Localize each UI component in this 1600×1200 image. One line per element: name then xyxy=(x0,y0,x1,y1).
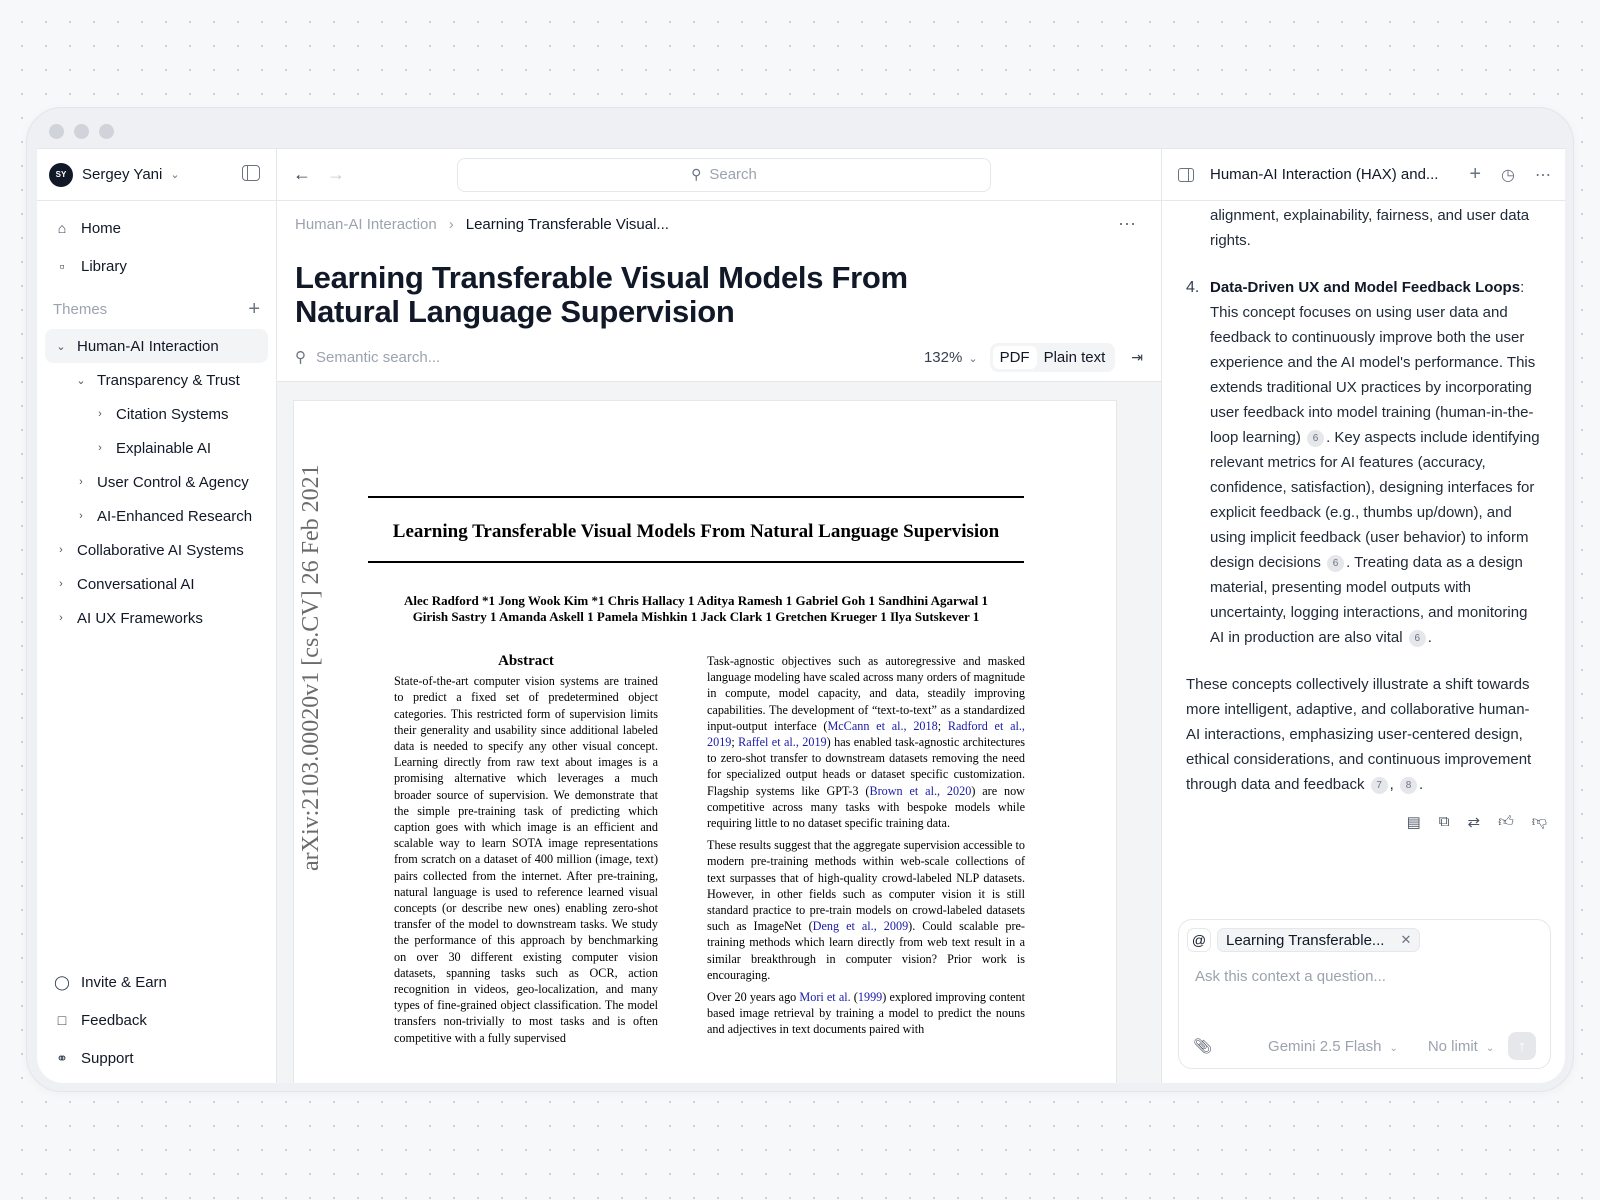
tree-item-conversational-ai[interactable] xyxy=(45,567,268,601)
context-chips xyxy=(1179,920,1550,952)
chevron-right-icon[interactable]: › xyxy=(79,476,83,488)
arxiv-stamp: arXiv:2103.00020v1 [cs.CV] 26 Feb 2021 xyxy=(298,464,324,871)
mention-button[interactable]: @ xyxy=(1187,928,1211,952)
chevron-right-icon[interactable]: › xyxy=(98,408,102,420)
title-line-1: Learning Transferable Visual Models From xyxy=(295,260,908,295)
pdf-title: Learning Transferable Visual Models From Natural Language Supervision xyxy=(392,521,1000,542)
sidebar-item-label: Home xyxy=(81,219,122,237)
page-title xyxy=(277,261,1161,329)
arrow-up-icon: ↑ xyxy=(1518,1037,1526,1055)
authors-line-1: Alec Radford *1 Jong Wook Kim *1 Chris Hallacy 1 Aditya Ramesh 1 Gabriel Goh 1 Sandhini Agarwal 1 xyxy=(403,593,989,608)
tree-item-label: Collaborative AI Systems xyxy=(77,541,244,559)
award-icon: ◯ xyxy=(54,973,70,990)
tree-item-label: Explainable AI xyxy=(116,439,212,457)
title-rule-bottom xyxy=(368,561,1024,563)
forward-arrow-icon[interactable]: → xyxy=(327,164,345,184)
intro-paragraph-1: Task-agnostic objectives such as autoregressive and masked language modeling have scaled across many orders of magnitude in compute, model capacity, and data, steadily improving capabilities. The development of “text-to-text” as a standardized input-output interface (McCann et al., 2018; Radford et al., 2019; Raffel et al., 2019) has enabled task-agnostic architectures to zero-shot transfer to downstream datasets removing the need for specialized output heads or dataset specific customization. Flagship systems like GPT-3 (Brown et al., 2020) are now competitive across many tasks with bespoke models while requiring little to no dataset specific training data. xyxy=(707,654,1026,831)
tree-item-ai-ux-frameworks[interactable] xyxy=(45,601,268,635)
tree-item-label: User Control & Agency xyxy=(97,473,249,491)
semantic-search-placeholder: Semantic search... xyxy=(316,348,441,366)
more-options-icon[interactable]: ⋯ xyxy=(1118,213,1137,234)
limit-select[interactable] xyxy=(1428,1038,1494,1055)
zoom-value: 132% xyxy=(923,348,963,366)
chevron-right-icon: › xyxy=(448,215,454,233)
message-actions xyxy=(1162,813,1565,831)
add-theme-button[interactable]: + xyxy=(248,297,260,320)
document-toolbar xyxy=(277,333,1161,381)
chat-messages xyxy=(1162,203,1565,797)
chevron-down-icon: ⌄ xyxy=(1389,1042,1398,1054)
tree-item-explainable-ai[interactable] xyxy=(45,431,268,465)
thumbs-down-icon[interactable]: 👎︎ xyxy=(1531,813,1547,830)
chevron-right-icon[interactable]: › xyxy=(79,510,83,522)
list-number: 4. xyxy=(1186,279,1200,296)
account-header xyxy=(37,149,276,201)
feedback-icon: □ xyxy=(57,1012,67,1028)
headset-icon: ⚭ xyxy=(56,1049,68,1066)
minimize-dot[interactable] xyxy=(74,124,89,139)
limit-value: No limit xyxy=(1427,1037,1478,1055)
citation-badge[interactable]: 6 xyxy=(1307,430,1324,447)
citation-badge[interactable]: 7 xyxy=(1371,777,1388,794)
message-text: alignment, explainability, fairness, and user data rights. xyxy=(1210,207,1530,249)
sidebar xyxy=(37,149,277,1083)
tree-item-ai-enhanced-research[interactable] xyxy=(45,499,268,533)
intro-paragraph-2: These results suggest that the aggregate supervision accessible to modern pre-training methods within web-scale collections of text surpasses that of high-quality crowd-labeled NLP datasets. However, in other fields such as computer vision it is still standard practice to pre-train models on crowd-labeled datasets such as ImageNet (Deng et al., 2009). Could scalable pre-training methods which learn directly from web text result in a similar breakthrough in computer vision? Prior work is encouraging. xyxy=(707,838,1025,982)
list-item: 4. Data-Driven UX and Model Feedback Loops: This concept focuses on using user data and feedback to continuously improve both the user experience and the AI model's performance. This extends traditional UX practices by incorporating user feedback into model training (human-in-the-loop learning) 6 . Key aspects include identifying relevant metrics for AI features (accuracy, confidence, satisfaction), designing interfaces for explicit feedback (e.g., thumbs up/down), and using implicit feedback (user behavior) to inform design decisions 6 . Treating data as a design material, presenting model outputs with uncertainty, logging interactions, and monitoring AI in production are also vital 6 . xyxy=(1186,275,1541,650)
search-icon: ⚲ xyxy=(295,349,306,366)
send-button[interactable] xyxy=(1508,1032,1536,1060)
citation-link[interactable]: Radford et al., 2019 xyxy=(707,718,1025,750)
window-controls xyxy=(49,124,114,139)
chat-title[interactable]: Human-AI Interaction (HAX) and... xyxy=(1210,166,1439,183)
tree-item-citation-systems[interactable] xyxy=(45,397,268,431)
breadcrumb xyxy=(277,201,1161,247)
semantic-search-input[interactable] xyxy=(295,348,440,366)
breadcrumb-current: Learning Transferable Visual... xyxy=(465,215,669,233)
sidebar-toggle-icon[interactable] xyxy=(242,165,260,181)
tree-item-label: Transparency & Trust xyxy=(97,371,240,389)
sidebar-item-invite-earn[interactable] xyxy=(37,963,276,1001)
regenerate-icon[interactable]: ⇄ xyxy=(1467,814,1481,831)
citation-badge[interactable]: 8 xyxy=(1400,777,1417,794)
title-rule-top xyxy=(368,496,1024,498)
list-heading: Data-Driven UX and Model Feedback Loops xyxy=(1210,279,1521,296)
tree-item-collaborative-ai-systems[interactable] xyxy=(45,533,268,567)
panel-toggle-icon[interactable] xyxy=(1178,168,1194,182)
chevron-right-icon[interactable]: › xyxy=(59,612,63,624)
document-pane xyxy=(277,149,1162,1083)
chevron-right-icon[interactable]: › xyxy=(98,442,102,454)
tree-item-transparency-trust[interactable] xyxy=(45,363,268,397)
close-icon[interactable]: ✕ xyxy=(1400,932,1412,947)
themes-tree xyxy=(37,329,276,635)
sidebar-item-library[interactable] xyxy=(37,247,276,285)
sidebar-item-label: Invite & Earn xyxy=(81,973,167,991)
history-icon[interactable]: ◷ xyxy=(1501,166,1515,184)
thumbs-up-icon[interactable]: 👍︎ xyxy=(1498,813,1514,830)
view-mode-pdf[interactable]: PDF xyxy=(993,346,1037,369)
breadcrumb-parent[interactable]: Human-AI Interaction xyxy=(295,215,437,233)
sidebar-item-feedback[interactable] xyxy=(37,1001,276,1039)
search-placeholder: Search xyxy=(709,166,757,183)
themes-header xyxy=(37,289,276,329)
app-window xyxy=(26,107,1574,1092)
chevron-down-icon[interactable]: ⌄ xyxy=(76,374,86,387)
view-mode-toggle xyxy=(990,343,1116,372)
themes-label: Themes xyxy=(53,300,108,318)
intro-paragraph-3: Over 20 years ago Mori et al. (1999) explored improving content based image retrieval by training a model to predict the nouns and adjectives in text documents paired with xyxy=(707,990,1025,1037)
citation-badge[interactable]: 6 xyxy=(1409,630,1426,647)
authors-line-2: Girish Sastry 1 Amanda Askell 1 Pamela Mishkin 1 Jack Clark 1 Gretchen Krueger 1 Ilya Sutskever 1 xyxy=(412,609,980,624)
zoom-select[interactable] xyxy=(924,349,978,366)
chevron-down-icon[interactable]: ⌄ xyxy=(56,340,66,353)
home-icon: ⌂ xyxy=(57,220,67,236)
abstract-text: State-of-the-art computer vision systems are trained to predict a fixed set of predetermined object categories. This restricted form of supervision limits their generality and usability since additional labeled data is needed to specify any other visual concept. Learning directly from raw text about images is a promising alternative which leverages a much broader source of supervision. We demonstrate that the simple pre-training task of predicting which caption goes with which image is an efficient and scalable way to learn SOTA image representations from scratch on a dataset of 400 million (image, text) pairs collected from the internet. After pre-training, natural language is used to reference learned visual concepts (or describe new ones) enabling zero-shot transfer of the model to downstream tasks. We study the performance of this approach by benchmarking on over 30 different existing computer vision datasets, spanning tasks such as OCR, action recognition in videos, geo-localization, and many types of fine-grained object classification. The model transfers non-trivially to most tasks and is often competitive with a fully supervised xyxy=(394,674,658,1045)
citation-link[interactable]: McCann et al., 2018 xyxy=(827,718,938,733)
chevron-right-icon[interactable]: › xyxy=(59,544,63,556)
sidebar-item-label: Feedback xyxy=(81,1011,147,1029)
tree-item-label: Human-AI Interaction xyxy=(77,337,219,355)
abstract-column xyxy=(394,653,658,1046)
tree-item-label: AI UX Frameworks xyxy=(77,609,203,627)
search-input[interactable] xyxy=(457,158,991,192)
library-icon: ▫ xyxy=(59,258,65,274)
chat-header xyxy=(1162,149,1565,201)
message-summary: These concepts collectively illustrate a shift towards more intelligent, adaptive, and collaborative human-AI interactions, emphasizing user-centered design, ethical considerations, and continuous improvement through data and feedback 7 , 8 . xyxy=(1186,676,1532,793)
tree-item-label: Conversational AI xyxy=(77,575,195,593)
top-bar xyxy=(277,149,1161,201)
citation-link[interactable]: 1999 xyxy=(857,990,883,1005)
citation-link[interactable]: Deng et al., 2009 xyxy=(812,919,909,934)
sidebar-item-label: Library xyxy=(81,257,127,275)
abstract-heading: Abstract xyxy=(498,653,554,669)
citation-link[interactable]: Raffel et al., 2019 xyxy=(738,735,827,750)
collapse-panel-icon[interactable]: ⇥ xyxy=(1131,348,1143,365)
citation-link[interactable]: Mori et al. xyxy=(799,990,851,1005)
context-chip[interactable] xyxy=(1217,928,1420,952)
model-select[interactable] xyxy=(1268,1038,1398,1055)
tree-item-user-control-agency[interactable] xyxy=(45,465,268,499)
pdf-viewer[interactable] xyxy=(277,381,1161,1083)
model-value: Gemini 2.5 Flash xyxy=(1268,1037,1382,1055)
close-dot[interactable] xyxy=(49,124,64,139)
new-chat-icon[interactable]: + xyxy=(1469,163,1482,185)
copy-icon[interactable]: ⧉ xyxy=(1438,813,1450,830)
context-chip-label: Learning Transferable... xyxy=(1226,931,1385,949)
sidebar-item-support[interactable] xyxy=(37,1039,276,1077)
chat-composer xyxy=(1178,919,1551,1069)
chevron-right-icon[interactable]: › xyxy=(59,578,63,590)
pdf-page xyxy=(293,400,1117,1083)
more-options-icon[interactable]: ⋯ xyxy=(1535,166,1551,184)
chevron-down-icon[interactable]: ⌄ xyxy=(170,169,180,181)
sidebar-item-home[interactable] xyxy=(37,209,276,247)
maximize-dot[interactable] xyxy=(99,124,114,139)
composer-footer xyxy=(1179,1032,1550,1060)
back-arrow-icon[interactable]: ← xyxy=(293,164,311,184)
citation-badge[interactable]: 6 xyxy=(1327,555,1344,572)
chat-panel xyxy=(1162,149,1565,1083)
chevron-down-icon: ⌄ xyxy=(968,352,978,365)
search-icon: ⚲ xyxy=(691,166,702,182)
tree-item-label: Citation Systems xyxy=(116,405,229,423)
tree-item-human-ai-interaction[interactable] xyxy=(45,329,268,363)
account-name[interactable]: Sergey Yani xyxy=(82,166,163,183)
question-input[interactable]: Ask this context a question... xyxy=(1195,968,1386,985)
view-mode-plain-text[interactable]: Plain text xyxy=(1043,348,1106,366)
sidebar-footer xyxy=(37,963,276,1077)
avatar[interactable]: SY xyxy=(49,163,73,187)
intro-column xyxy=(707,653,1025,1044)
attach-icon[interactable]: 📎︎ xyxy=(1193,1038,1213,1055)
tree-item-label: AI-Enhanced Research xyxy=(97,507,253,525)
copy-text-icon[interactable]: ▤ xyxy=(1406,814,1421,831)
citation-link[interactable]: Brown et al., 2020 xyxy=(869,783,972,798)
title-line-2: Natural Language Supervision xyxy=(295,294,735,329)
chevron-down-icon: ⌄ xyxy=(1485,1042,1495,1054)
pdf-authors xyxy=(368,593,1024,625)
sidebar-item-label: Support xyxy=(81,1049,134,1067)
